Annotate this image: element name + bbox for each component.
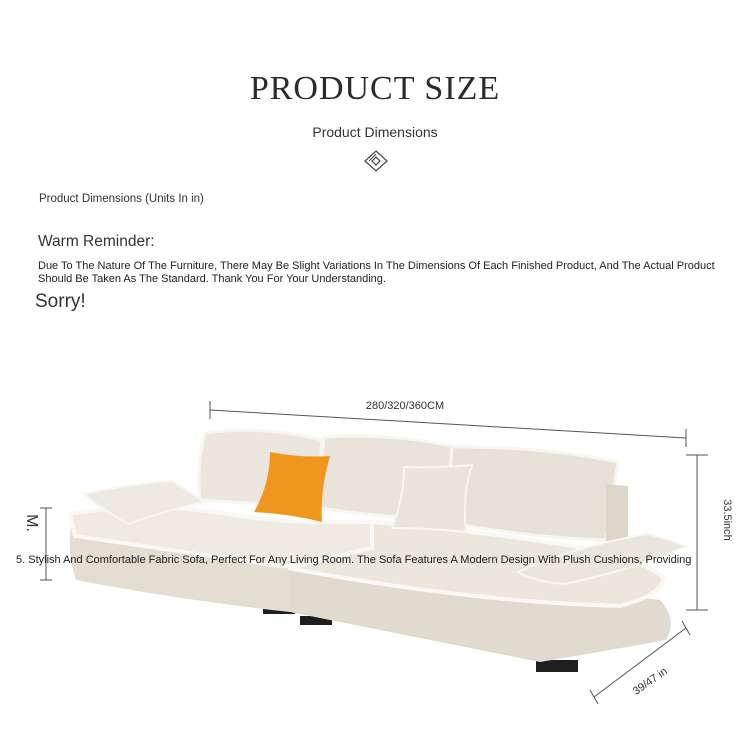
reminder-text: Due To The Nature Of The Furniture, There May Be Slight Variations In The Dimensions Of Each Finished Product, And The Actual Product Should Be Taken As The Standard. Thank You For Your Understanding.	[38, 260, 715, 285]
section-subtitle: Product Dimensions	[312, 124, 438, 140]
sofa-leg	[536, 660, 578, 672]
seat-height-dimension-line	[40, 508, 52, 580]
page-title: PRODUCT SIZE	[249, 70, 501, 107]
back-cushion-right	[446, 447, 618, 540]
reminder-heading: Warm Reminder:	[38, 233, 155, 250]
height-label: 33.5inch	[721, 499, 733, 541]
height-dimension-line	[686, 455, 708, 610]
apology-text: Sorry!	[35, 291, 86, 312]
sofa-illustration	[70, 430, 686, 672]
product-description-overlay: 5. Stylish And Comfortable Fabric Sofa, Perfect For Any Living Room. The Sofa Features A Modern Design With Plush Cushions, Providing	[16, 554, 692, 566]
diamond-ornament-icon	[363, 150, 389, 172]
dimensions-units-note: Product Dimensions (Units In in)	[39, 193, 204, 205]
depth-label: 39/47 in	[630, 665, 670, 698]
seat-height-label: M.	[23, 514, 40, 532]
beige-throw-pillow	[392, 465, 472, 532]
sofa-dimension-figure	[0, 330, 750, 748]
width-label: 280/320/360CM	[365, 400, 445, 412]
